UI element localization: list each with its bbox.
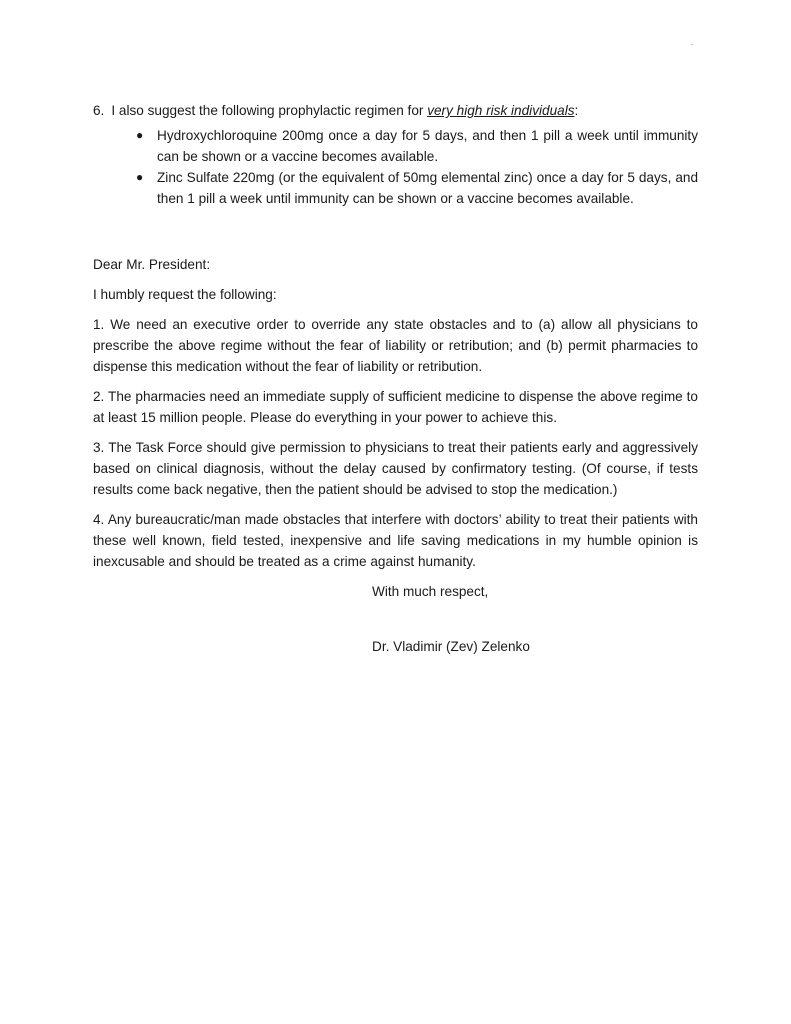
item-6-number: 6. — [93, 103, 105, 118]
regimen-list — [93, 125, 698, 209]
request-4: 4. Any bureaucratic/man made obstacles that interfere with doctors’ ability to treat their patients with these well known, field tested, inexpensive and life saving medications in my humble opinion is inexcusable and should be treated as a crime against humanity. — [93, 512, 698, 569]
bullet-icon: ● — [136, 128, 144, 142]
regimen-item-text: Zinc Sulfate 220mg (or the equivalent of 50mg elemental zinc) once a day for 5 days, and then 1 pill a week until immunity can be shown or a vaccine becomes available. — [157, 170, 698, 206]
closing: With much respect, — [372, 584, 489, 599]
regimen-item-text: Hydroxychloroquine 200mg once a day for 5 days, and then 1 pill a week until immunity can be shown or a vaccine becomes available. — [157, 128, 698, 164]
request-2: 2. The pharmacies need an immediate supply of sufficient medicine to dispense the above regime to at least 15 million people. Please do everything in your power to achieve this. — [93, 389, 698, 425]
request-1: 1. We need an executive order to override any state obstacles and to (a) allow all physicians to prescribe the above regime without the fear of liability or retribution; and (b) permit pharmacies to dispense this medication without the fear of liability or retribution. — [93, 317, 698, 374]
item-6 — [93, 100, 698, 121]
request-3: 3. The Task Force should give permission to physicians to treat their patients early and aggressively based on clinical diagnosis, without the delay caused by confirmatory testing. (Of course, if tests results come back negative, then the patient should be advised to stop the medication.) — [93, 440, 698, 497]
page-mark: ” — [691, 44, 693, 50]
item-6-text: I also suggest the following prophylactic regimen for — [111, 103, 428, 118]
item-6-colon: : — [574, 103, 579, 118]
bullet-icon: ● — [136, 170, 144, 184]
letter-body — [93, 100, 698, 657]
salutation: Dear Mr. President: — [93, 257, 211, 272]
item-6-emphasis: very high risk individuals — [427, 103, 575, 118]
section-gap — [93, 209, 698, 254]
request-intro: I humbly request the following: — [93, 287, 277, 302]
regimen-item-zinc — [136, 167, 698, 209]
regimen-item-hydroxychloroquine — [136, 125, 698, 167]
signature: Dr. Vladimir (Zev) Zelenko — [372, 639, 530, 654]
